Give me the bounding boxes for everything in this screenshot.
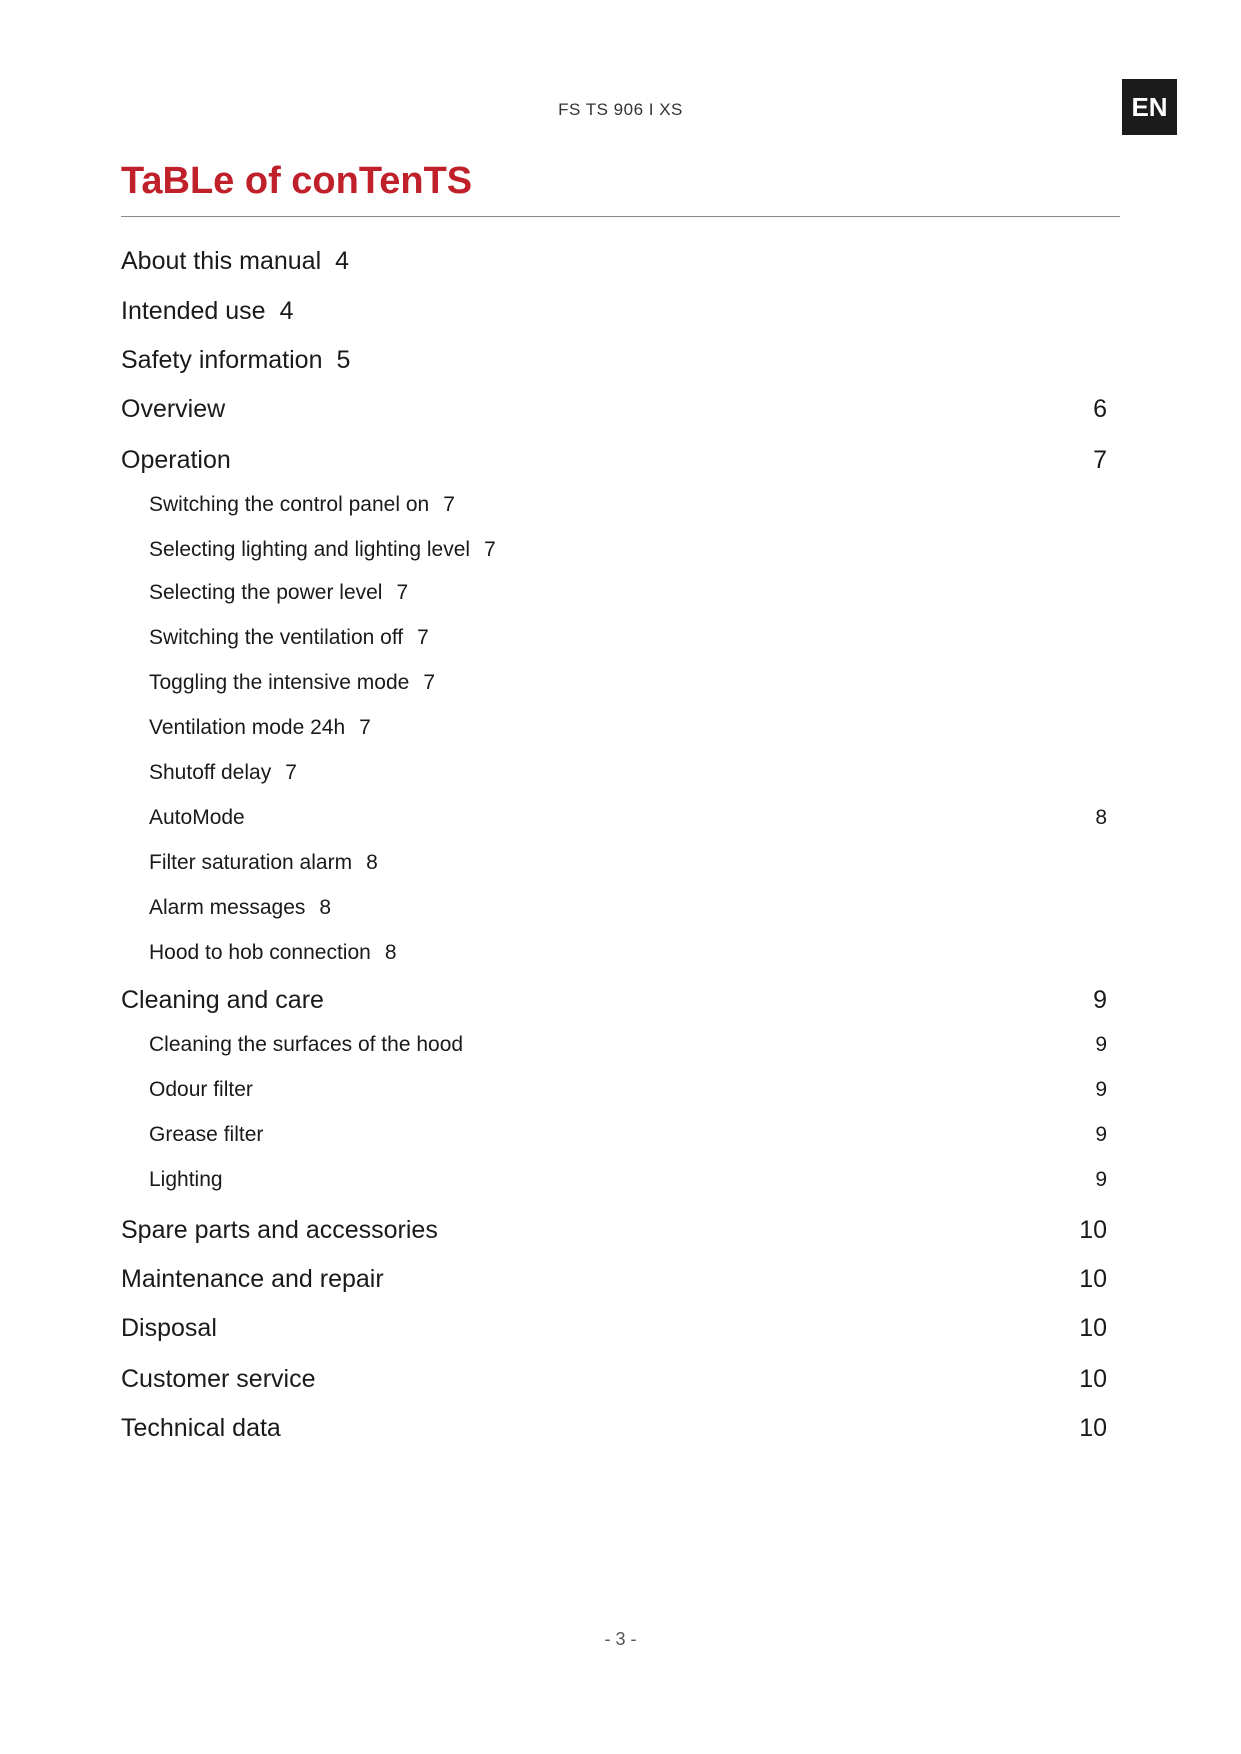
toc-safety-information[interactable] xyxy=(121,343,1107,377)
toc-page-number: 4 xyxy=(335,247,350,275)
toc-label: AutoMode xyxy=(149,806,245,829)
toc-label: Toggling the intensive mode xyxy=(149,671,410,694)
toc-lighting[interactable] xyxy=(121,1165,1107,1195)
toc-intended-use[interactable] xyxy=(121,294,1107,328)
language-badge: EN xyxy=(1122,79,1177,135)
toc-page-number: 7 xyxy=(484,538,496,561)
toc-label: Customer service xyxy=(121,1365,316,1393)
toc-spare-parts[interactable] xyxy=(121,1213,1107,1247)
toc-filter-saturation-alarm[interactable] xyxy=(121,848,1107,878)
toc-selecting-lighting[interactable] xyxy=(121,535,1107,565)
toc-page-number: 5 xyxy=(336,346,351,374)
toc-switching-control-panel-on[interactable] xyxy=(121,490,1107,520)
toc-toggling-intensive-mode[interactable] xyxy=(121,668,1107,698)
toc-page-number: 8 xyxy=(366,851,378,874)
toc-page-number: 7 xyxy=(417,626,429,649)
toc-page-number: 8 xyxy=(1095,806,1107,829)
toc-page-number: 10 xyxy=(1079,1365,1107,1393)
toc-label: Alarm messages xyxy=(149,896,306,919)
toc-page-number: 9 xyxy=(1095,1078,1107,1101)
toc-hood-to-hob-connection[interactable] xyxy=(121,938,1107,968)
toc-shutoff-delay[interactable] xyxy=(121,758,1107,788)
toc-label: Safety information xyxy=(121,346,323,374)
toc-technical-data[interactable] xyxy=(121,1411,1107,1445)
toc-page-number: 9 xyxy=(1093,986,1107,1014)
toc-label: Operation xyxy=(121,446,231,474)
toc-page-number: 7 xyxy=(396,581,409,604)
toc-page-number: 7 xyxy=(1093,446,1107,474)
toc-ventilation-mode-24h[interactable] xyxy=(121,713,1107,743)
toc-label: Grease filter xyxy=(149,1123,264,1146)
toc-page-number: 7 xyxy=(423,671,436,694)
toc-odour-filter[interactable] xyxy=(121,1075,1107,1105)
toc-cleaning-surfaces[interactable] xyxy=(121,1030,1107,1060)
toc-label: Overview xyxy=(121,395,226,423)
toc-page-number: 7 xyxy=(359,716,371,739)
toc-label: Selecting lighting and lighting level xyxy=(149,538,471,561)
toc-page-number: 9 xyxy=(1095,1168,1107,1191)
toc-page-number: 8 xyxy=(384,941,397,964)
toc-label: Shutoff delay xyxy=(149,761,272,784)
toc-label: Disposal xyxy=(121,1314,217,1342)
toc-label: Switching the ventilation off xyxy=(149,626,404,649)
toc-switching-ventilation-off[interactable] xyxy=(121,623,1107,653)
toc-label: Maintenance and repair xyxy=(121,1265,384,1293)
toc-label: Switching the control panel on xyxy=(149,493,430,516)
toc-page-number: 10 xyxy=(1079,1314,1107,1342)
toc-customer-service[interactable] xyxy=(121,1362,1107,1396)
toc-alarm-messages[interactable] xyxy=(121,893,1107,923)
footer-page-number: - 3 - xyxy=(604,1629,637,1649)
toc-page-number: 10 xyxy=(1079,1265,1107,1293)
header-model: FS TS 906 I XS xyxy=(558,100,683,119)
toc-page-number: 9 xyxy=(1095,1123,1107,1146)
toc-page-number: 8 xyxy=(319,896,332,919)
toc-label: Odour filter xyxy=(149,1078,253,1101)
toc-label: Filter saturation alarm xyxy=(149,851,353,874)
toc-label: About this manual xyxy=(121,247,322,275)
toc-page-number: 4 xyxy=(279,297,294,325)
title-divider xyxy=(121,216,1120,217)
toc-page-number: 7 xyxy=(285,761,297,784)
toc-label: Cleaning and care xyxy=(121,986,324,1014)
toc-about-this-manual[interactable] xyxy=(121,244,1107,278)
toc-page-number: 10 xyxy=(1079,1414,1107,1442)
toc-page-number: 10 xyxy=(1079,1216,1107,1244)
toc-label: Hood to hob connection xyxy=(149,941,371,964)
toc-label: Cleaning the surfaces of the hood xyxy=(149,1033,464,1056)
toc-page-number: 7 xyxy=(443,493,455,516)
toc-selecting-power-level[interactable] xyxy=(121,578,1107,608)
toc-operation[interactable] xyxy=(121,443,1107,477)
toc-label: Intended use xyxy=(121,297,266,325)
toc-label: Ventilation mode 24h xyxy=(149,716,346,739)
toc-page-number: 9 xyxy=(1095,1033,1107,1056)
toc-label: Selecting the power level xyxy=(149,581,383,604)
toc-cleaning-and-care[interactable] xyxy=(121,983,1107,1017)
toc-maintenance-and-repair[interactable] xyxy=(121,1262,1107,1296)
toc-label: Lighting xyxy=(149,1168,223,1191)
toc-label: Technical data xyxy=(121,1414,281,1442)
toc-overview[interactable] xyxy=(121,392,1107,426)
toc-grease-filter[interactable] xyxy=(121,1120,1107,1150)
toc-page-number: 6 xyxy=(1093,395,1107,423)
toc-automode[interactable] xyxy=(121,803,1107,833)
page-title: TaBLe of conTenTS xyxy=(121,160,473,202)
toc-disposal[interactable] xyxy=(121,1311,1107,1345)
toc-label: Spare parts and accessories xyxy=(121,1216,438,1244)
